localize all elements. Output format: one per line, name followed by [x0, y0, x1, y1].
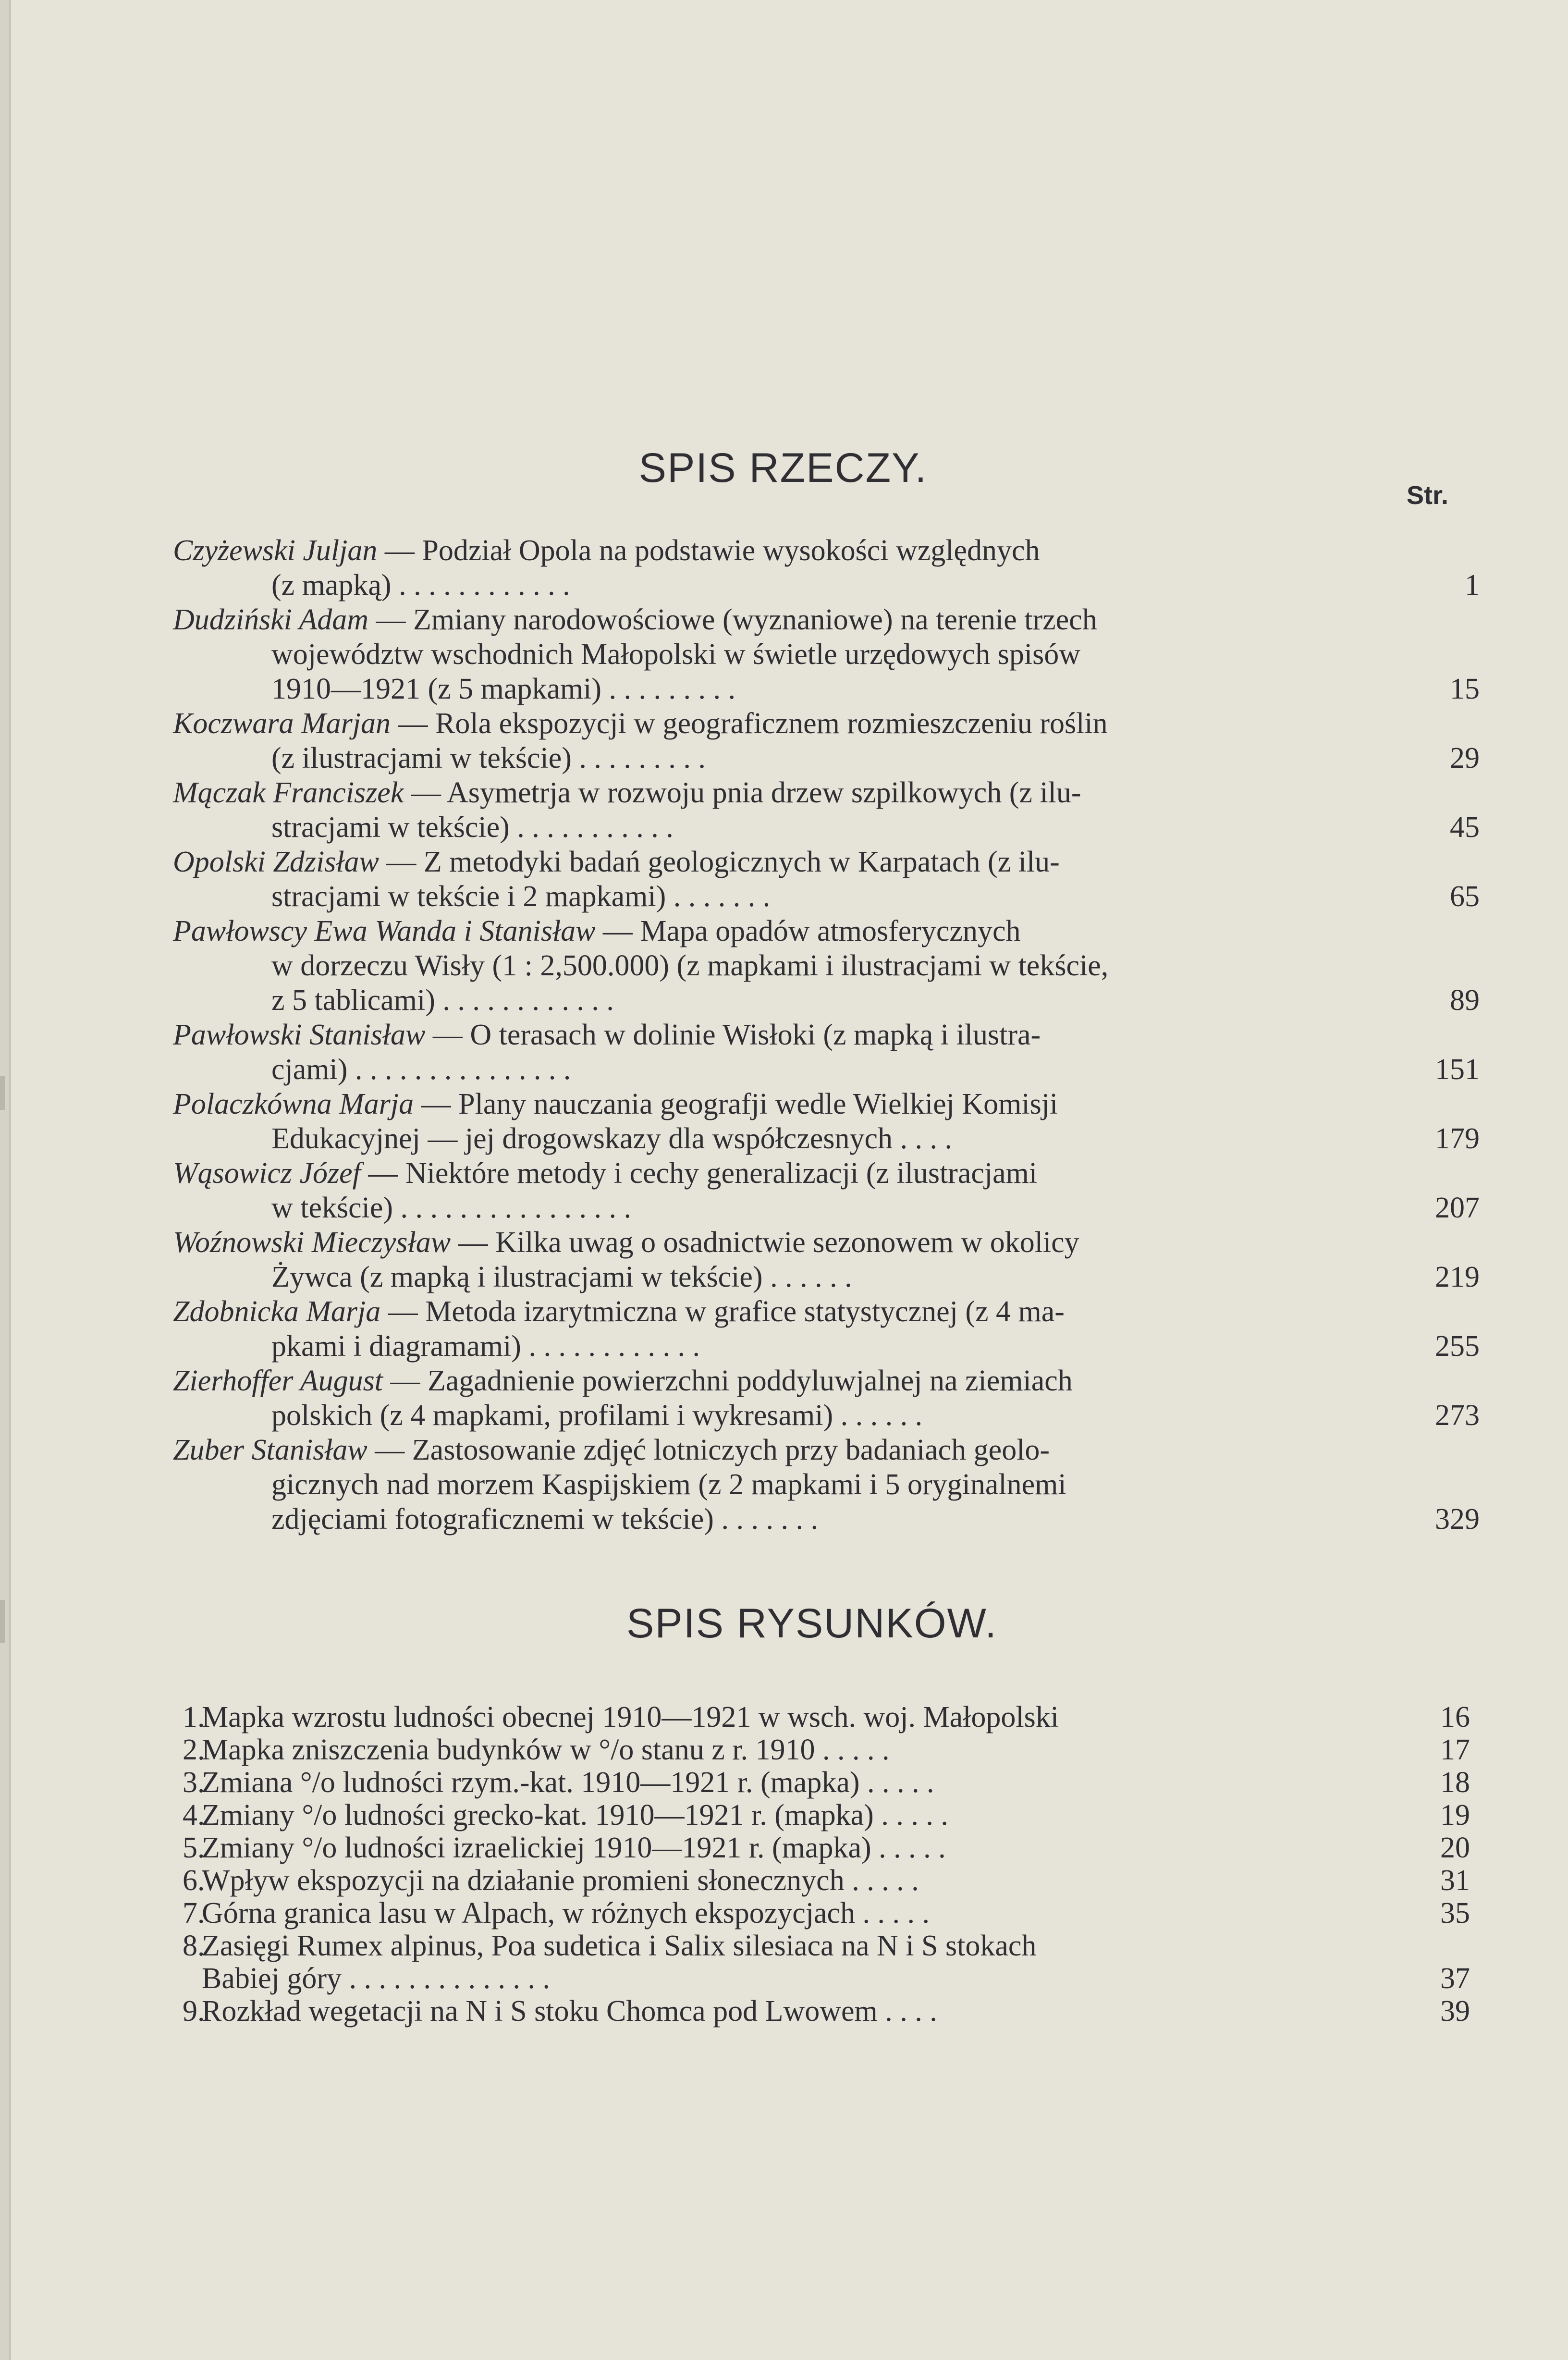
figure-page-number: 19 [1440, 1799, 1470, 1831]
toc-entry-line [173, 1502, 1480, 1536]
figure-number: 6. [183, 1864, 205, 1897]
toc-entry-text: — Z metodyki badań geologicznych w Karpatach (z ilu- [386, 846, 1060, 878]
toc-entry-line [173, 1467, 1480, 1502]
toc-author: Pawłowski Stanisław [173, 1019, 426, 1051]
toc-entry-text: stracjami w tekście i 2 mapkami) . . . . . . . [271, 880, 771, 913]
toc-entry [173, 1087, 1480, 1156]
toc-entry-text: województw wschodnich Małopolski w świetle urzędowych spisów [271, 638, 1081, 671]
figure-number: 3. [183, 1766, 205, 1799]
toc-entry-text: — Asymetrja w rozwoju pnia drzew szpilkowych (z ilu- [411, 776, 1081, 809]
toc-list [173, 533, 1480, 1536]
figure-number: 2. [183, 1733, 205, 1766]
toc-entry-text: (z mapką) . . . . . . . . . . . . [271, 569, 570, 602]
page-column-label: Str. [1407, 481, 1449, 510]
toc-entry-text: — Rola ekspozycji w geograficznem rozmieszczeniu roślin [398, 707, 1108, 740]
toc-entry-line [173, 1329, 1480, 1364]
bleed-through-text [1388, 0, 1568, 365]
figures-list [183, 1701, 1470, 2028]
toc-entry-line [173, 948, 1480, 983]
toc-page-number: 89 [1450, 984, 1480, 1017]
toc-author: Czyżewski Juljan [173, 534, 378, 567]
figure-entry [202, 1962, 1470, 1995]
toc-entry-text: z 5 tablicami) . . . . . . . . . . . . [271, 984, 614, 1017]
toc-entry-line [173, 1260, 1480, 1294]
toc-page-number: 273 [1435, 1399, 1480, 1432]
toc-entry-line [173, 533, 1480, 568]
figure-caption: Babiej góry . . . . . . . . . . . . . . [202, 1962, 550, 1995]
toc-author: Zierhoffer August [173, 1364, 383, 1397]
figure-entry [183, 1864, 1470, 1897]
toc-entry-line [173, 1225, 1480, 1260]
toc-entry-line [173, 1087, 1480, 1121]
toc-entry [173, 775, 1480, 845]
figure-page-number: 17 [1440, 1733, 1470, 1766]
toc-entry [173, 1018, 1480, 1087]
toc-entry-text: — Kilka uwag o osadnictwie sezonowem w okolicy [458, 1226, 1079, 1259]
figure-number: 9. [183, 1995, 205, 2028]
toc-author: Dudziński Adam [173, 603, 369, 636]
toc-page-number: 1 [1465, 569, 1480, 602]
margin-mark [0, 1600, 5, 1643]
toc-entry-text: cjami) . . . . . . . . . . . . . . . [271, 1053, 571, 1086]
toc-entry-text: 1910—1921 (z 5 mapkami) . . . . . . . . . [271, 673, 736, 705]
toc-entry-text: — Podział Opola na podstawie wysokości względnych [384, 534, 1040, 567]
toc-author: Polaczkówna Marja [173, 1088, 414, 1120]
toc-entry-line [173, 1018, 1480, 1052]
toc-page-number: 29 [1450, 742, 1480, 774]
figure-number: 8. [183, 1930, 205, 1962]
figure-page-number: 18 [1440, 1766, 1470, 1799]
figure-entry [183, 1701, 1470, 1733]
figure-entry [183, 1930, 1470, 1962]
toc-entry-text: — Plany nauczania geografji wedle Wielkiej Komisji [421, 1088, 1058, 1120]
toc-entry [173, 845, 1480, 914]
figures-title: SPIS RYSUNKÓW. [626, 1600, 997, 1647]
toc-page-number: 151 [1435, 1053, 1480, 1086]
toc-entry-line [173, 810, 1480, 845]
toc-author: Wąsowicz Józef [173, 1157, 361, 1190]
toc-entry-text: — O terasach w dolinie Wisłoki (z mapką i ilustra- [432, 1019, 1041, 1051]
toc-entry-text: gicznych nad morzem Kaspijskiem (z 2 mapkami i 5 oryginalnemi [271, 1468, 1066, 1501]
figure-caption: Zmiana °/o ludności rzym.-kat. 1910—1921 r. (mapka) . . . . . [202, 1766, 934, 1799]
toc-entry [173, 1433, 1480, 1536]
toc-page-number: 329 [1435, 1503, 1480, 1536]
toc-entry-text: — Zagadnienie powierzchni poddyluwjalnej na ziemiach [390, 1364, 1073, 1397]
toc-entry-line [173, 1294, 1480, 1329]
toc-author: Mączak Franciszek [173, 776, 404, 809]
figure-number: 4. [183, 1799, 205, 1831]
toc-entry-line [173, 1433, 1480, 1467]
toc-entry-line [173, 845, 1480, 879]
toc-entry-text: Edukacyjnej — jej drogowskazy dla współczesnych . . . . [271, 1122, 953, 1155]
toc-entry-text: Żywca (z mapką i ilustracjami w tekście) . . . . . . [271, 1261, 852, 1293]
toc-author: Pawłowscy Ewa Wanda i Stanisław [173, 915, 596, 947]
margin-mark [0, 1076, 5, 1110]
toc-author: Woźnowski Mieczysław [173, 1226, 451, 1259]
figure-caption: Zmiany °/o ludności grecko-kat. 1910—1921 r. (mapka) . . . . . [202, 1799, 948, 1831]
toc-entry-line [173, 1191, 1480, 1225]
toc-entry-line [173, 1052, 1480, 1087]
figure-number: 1. [183, 1701, 205, 1733]
toc-entry-text: w tekście) . . . . . . . . . . . . . . . . [271, 1192, 632, 1224]
figure-entry [183, 1995, 1470, 2028]
figure-entry [183, 1799, 1470, 1831]
toc-entry-text: (z ilustracjami w tekście) . . . . . . . . . [271, 742, 706, 774]
toc-title: SPIS RZECZY. [638, 445, 928, 491]
toc-entry [173, 706, 1480, 775]
toc-author: Opolski Zdzisław [173, 846, 379, 878]
toc-entry [173, 602, 1480, 706]
toc-author: Zdobnicka Marja [173, 1295, 381, 1328]
figure-number: 7. [183, 1897, 205, 1930]
figure-caption: Wpływ ekspozycji na działanie promieni słonecznych . . . . . [202, 1864, 919, 1897]
toc-entry-text: stracjami w tekście) . . . . . . . . . . . [271, 811, 674, 844]
toc-page-number: 65 [1450, 880, 1480, 913]
toc-entry-line [173, 879, 1480, 914]
toc-author: Koczwara Marjan [173, 707, 391, 740]
figure-page-number: 20 [1440, 1831, 1470, 1864]
figure-entry [183, 1831, 1470, 1864]
figure-page-number: 16 [1440, 1701, 1470, 1733]
figure-page-number: 39 [1440, 1995, 1470, 2028]
toc-entry [173, 1364, 1480, 1433]
toc-entry [173, 914, 1480, 1018]
figure-entry [183, 1766, 1470, 1799]
toc-entry-text: zdjęciami fotograficznemi w tekście) . . . . . . . [271, 1503, 818, 1536]
toc-page-number: 179 [1435, 1122, 1480, 1155]
toc-entry-line [173, 568, 1480, 602]
toc-page-number: 255 [1435, 1330, 1480, 1363]
toc-entry [173, 1294, 1480, 1364]
toc-entry-text: polskich (z 4 mapkami, profilami i wykresami) . . . . . . [271, 1399, 923, 1432]
toc-entry-text: — Metoda izarytmiczna w grafice statystycznej (z 4 ma- [388, 1295, 1065, 1328]
figure-caption: Rozkład wegetacji na N i S stoku Chomca pod Lwowem . . . . [202, 1995, 937, 2028]
toc-entry-line [173, 983, 1480, 1018]
toc-entry-text: w dorzeczu Wisły (1 : 2,500.000) (z mapkami i ilustracjami w tekście, [271, 949, 1109, 982]
figure-page-number: 31 [1440, 1864, 1470, 1897]
toc-entry-text: — Zastosowanie zdjęć lotniczych przy badaniach geolo- [375, 1434, 1050, 1466]
figure-caption: Zmiany °/o ludności izraelickiej 1910—1921 r. (mapka) . . . . . [202, 1831, 946, 1864]
figure-page-number: 35 [1440, 1897, 1470, 1930]
toc-entry-line [173, 775, 1480, 810]
toc-entry-text: pkami i diagramami) . . . . . . . . . . . . [271, 1330, 700, 1363]
toc-page-number: 219 [1435, 1261, 1480, 1293]
toc-entry-line [173, 1156, 1480, 1191]
toc-entry-text: — Niektóre metody i cechy generalizacji (z ilustracjami [368, 1157, 1038, 1190]
toc-entry [173, 1225, 1480, 1294]
toc-entry-text: — Mapa opadów atmosferycznych [603, 915, 1021, 947]
toc-entry-line [173, 672, 1480, 706]
toc-entry [173, 1156, 1480, 1225]
toc-entry-line [173, 1398, 1480, 1433]
figure-entry [183, 1733, 1470, 1766]
toc-entry [173, 533, 1480, 602]
toc-page-number: 15 [1450, 673, 1480, 705]
toc-entry-line [173, 706, 1480, 741]
figure-caption: Mapka wzrostu ludności obecnej 1910—1921 w wsch. woj. Małopolski [202, 1701, 1059, 1733]
toc-entry-line [173, 741, 1480, 775]
toc-entry-text: — Zmiany narodowościowe (wyznaniowe) na terenie trzech [376, 603, 1097, 636]
toc-entry-line [173, 637, 1480, 672]
figure-page-number: 37 [1440, 1962, 1470, 1995]
toc-entry-line [173, 1121, 1480, 1156]
figure-caption: Mapka zniszczenia budynków w °/o stanu z r. 1910 . . . . . [202, 1733, 890, 1766]
toc-entry-line [173, 602, 1480, 637]
toc-author: Zuber Stanisław [173, 1434, 368, 1466]
toc-page-number: 45 [1450, 811, 1480, 844]
figure-entry [183, 1897, 1470, 1930]
toc-page-number: 207 [1435, 1192, 1480, 1224]
toc-entry-line [173, 914, 1480, 948]
figure-caption: Górna granica lasu w Alpach, w różnych ekspozycjach . . . . . [202, 1897, 930, 1930]
figure-number: 5. [183, 1831, 205, 1864]
toc-entry-line [173, 1364, 1480, 1398]
figure-caption: Zasięgi Rumex alpinus, Poa sudetica i Salix silesiaca na N i S stokach [202, 1930, 1037, 1962]
